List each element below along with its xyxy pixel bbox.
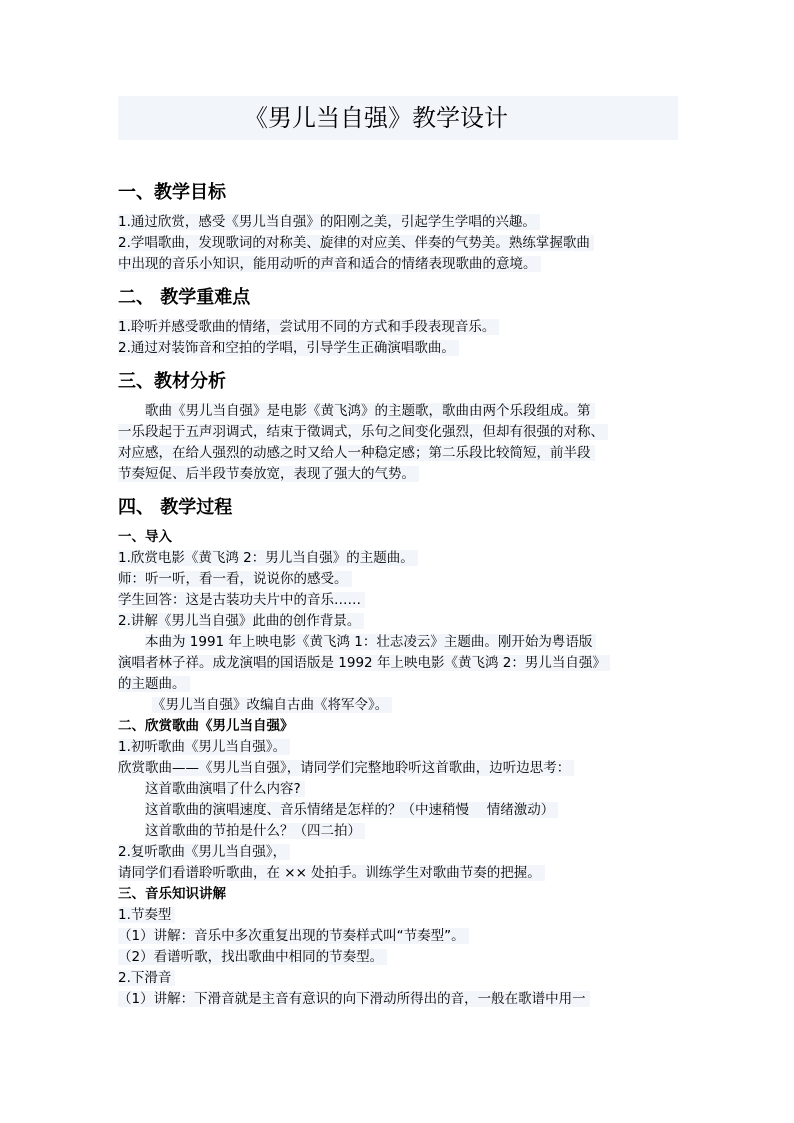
text-line: 2.复听歌曲《男儿当自强》， bbox=[118, 844, 290, 860]
text-line: 1.聆听并感受歌曲的情绪，尝试用不同的方式和手段表现音乐。 bbox=[118, 319, 499, 335]
text-line: 这首歌曲的演唱速度、音乐情绪是怎样的？（中速稍慢 情绪激动） bbox=[145, 802, 558, 818]
text-line: （1）讲解：下滑音就是主音有意识的向下滑动所得出的音，一般在歌谱中用一 bbox=[118, 991, 590, 1007]
text-line: （2）看谱听歌，找出歌曲中相同的节奏型。 bbox=[118, 949, 387, 965]
section-heading-teaching-process: 四、 教学过程 bbox=[118, 497, 233, 518]
paragraph-line bbox=[118, 695, 678, 716]
text-line: 2.学唱歌曲，发现歌词的对称美、旋律的对应美、伴奏的气势美。熟练掌握歌曲 bbox=[118, 235, 594, 251]
paragraph-line bbox=[118, 674, 678, 695]
paragraph-line bbox=[118, 779, 678, 800]
paragraph-line bbox=[118, 422, 678, 443]
paragraph-line bbox=[118, 338, 678, 359]
paragraph-line bbox=[118, 632, 678, 653]
paragraph-line bbox=[118, 842, 678, 863]
paragraph-line bbox=[118, 569, 678, 590]
text-line: 学生回答：这是古装功夫片中的音乐…… bbox=[118, 592, 365, 608]
text-line: 请同学们看谱聆听歌曲，在 ×× 处拍手。训练学生对歌曲节奏的把握。 bbox=[118, 865, 545, 881]
text-line: 中出现的音乐小知识，能用动听的声音和适合的情绪表现歌曲的意境。 bbox=[118, 256, 541, 272]
section-heading-material-analysis: 三、教材分析 bbox=[118, 371, 226, 392]
document-title: 《男儿当自强》教学设计 bbox=[118, 96, 678, 140]
paragraph-line bbox=[118, 464, 678, 485]
text-line: 节奏短促、后半段节奏放宽，表现了强大的气势。 bbox=[118, 466, 419, 482]
text-line: （1）讲解：音乐中多次重复出现的节奏样式叫“节奏型”。 bbox=[118, 928, 469, 944]
paragraph-line bbox=[118, 254, 678, 275]
text-line: 1.初听歌曲《男儿当自强》。 bbox=[118, 739, 290, 755]
paragraph-line bbox=[118, 926, 678, 947]
text-line: 2.下滑音 bbox=[118, 970, 175, 986]
paragraph-line bbox=[118, 863, 678, 884]
paragraph-line bbox=[118, 317, 678, 338]
text-line: 欣赏歌曲——《男儿当自强》，请同学们完整地聆听这首歌曲，边听边思考： bbox=[118, 760, 574, 776]
paragraph-line bbox=[118, 233, 678, 254]
text-line: 这首歌曲演唱了什么内容? bbox=[145, 781, 305, 797]
paragraph-line bbox=[118, 905, 678, 926]
text-line: 本曲为 1991 年上映电影《黄飞鸿 1：壮志凌云》主题曲。刚开始为粤语版 bbox=[145, 634, 596, 650]
paragraph-line bbox=[118, 968, 678, 989]
section-heading-objectives: 一、教学目标 bbox=[118, 182, 226, 203]
paragraph-line bbox=[118, 443, 678, 464]
text-line: 2.通过对装饰音和空拍的学唱，引导学生正确演唱歌曲。 bbox=[118, 340, 459, 356]
text-line: 《男儿当自强》改编自古曲《将军令》。 bbox=[152, 697, 392, 713]
paragraph-line bbox=[118, 800, 678, 821]
paragraph-line bbox=[118, 401, 678, 422]
document-page bbox=[118, 96, 678, 1010]
paragraph-line bbox=[118, 653, 678, 674]
paragraph-line bbox=[118, 590, 678, 611]
text-line: 的主题曲。 bbox=[118, 676, 190, 692]
paragraph-line bbox=[118, 947, 678, 968]
paragraph-line bbox=[118, 212, 678, 233]
paragraph-line bbox=[118, 737, 678, 758]
text-line: 对应感，在给人强烈的动感之时又给人一种稳定感；第二乐段比较简短，前半段 bbox=[118, 445, 595, 461]
text-line: 2.讲解《男儿当自强》此曲的创作背景。 bbox=[118, 613, 364, 629]
text-line: 1.欣赏电影《黄飞鸿 2：男儿当自强》的主题曲。 bbox=[118, 550, 418, 566]
paragraph-line bbox=[118, 821, 678, 842]
section-heading-key-points: 二、 教学重难点 bbox=[118, 287, 251, 308]
paragraph-line bbox=[118, 548, 678, 569]
subsection-heading-appreciation: 二、欣赏歌曲《男儿当自强》 bbox=[118, 718, 294, 734]
text-line: 1.节奏型 bbox=[118, 907, 175, 923]
paragraph-line bbox=[118, 611, 678, 632]
subsection-heading-intro: 一、导入 bbox=[118, 529, 172, 545]
text-line: 这首歌曲的节拍是什么？（四二拍） bbox=[145, 823, 365, 839]
text-line: 一乐段起于五声羽调式，结束于徵调式，乐句之间变化强烈，但却有很强的对称、 bbox=[118, 424, 608, 440]
text-line: 歌曲《男儿当自强》是电影《黄飞鸿》的主题歌，歌曲由两个乐段组成。第 bbox=[145, 403, 595, 419]
paragraph-line bbox=[118, 989, 678, 1010]
text-line: 1.通过欣赏，感受《男儿当自强》的阳刚之美，引起学生学唱的兴趣。 bbox=[118, 214, 540, 230]
paragraph-line bbox=[118, 758, 678, 779]
subsection-heading-music-knowledge: 三、音乐知识讲解 bbox=[118, 886, 226, 902]
text-line: 师：听一听，看一看，说说你的感受。 bbox=[118, 571, 352, 587]
text-line: 演唱者林子祥。成龙演唱的国语版是 1992 年上映电影《黄飞鸿 2：男儿当自强》 bbox=[118, 655, 610, 671]
